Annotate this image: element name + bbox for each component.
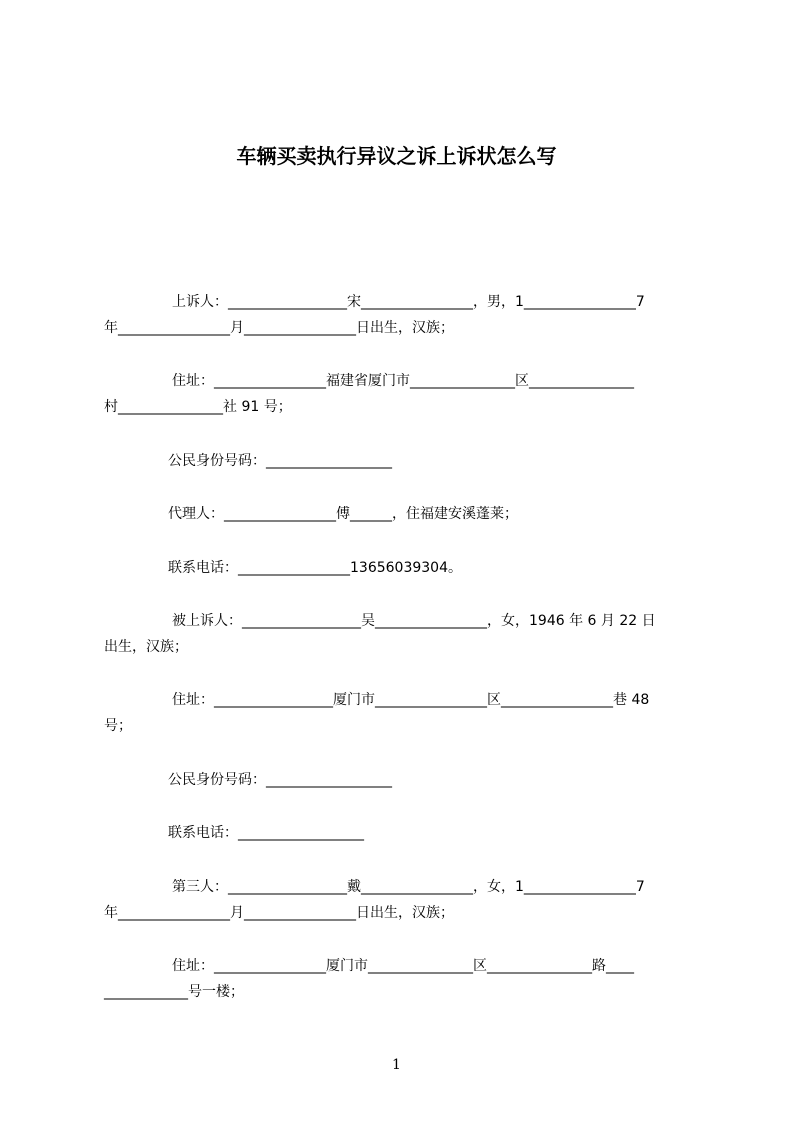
agent-line: 代理人：________________傅______，住福建安溪蓬莱；	[168, 506, 518, 522]
third-party-line-1: 第三人：_________________戴________________，女，1________________7	[172, 879, 645, 895]
appellee-phone: 联系电话：__________________	[168, 825, 364, 841]
appellant-id-number: 公民身份号码：__________________	[168, 453, 392, 469]
appellant-address-line-2: 村_______________社 91 号；	[104, 399, 292, 415]
appellee-id-number: 公民身份号码：__________________	[168, 772, 392, 788]
appellant-line-1: 上诉人：_________________宋________________，男，1________________7	[172, 294, 645, 310]
third-party-address-line-1: 住址：________________厦门市_______________区_______________路____	[172, 958, 634, 974]
document-title: 车辆买卖执行异议之诉上诉状怎么写	[236, 144, 557, 168]
third-party-line-2: 年________________月________________日出生，汉族；	[104, 905, 454, 921]
appellant-phone: 联系电话：________________13656039304。	[168, 560, 462, 576]
appellee-address-line-1: 住址：_________________厦门市________________区________________巷 48	[172, 692, 650, 708]
appellant-line-2: 年________________月________________日出生，汉族；	[104, 320, 454, 336]
appellee-line-1: 被上诉人：_________________吴________________，女，1946 年 6 月 22 日	[172, 613, 656, 629]
page-number: 1	[392, 1057, 401, 1073]
appellant-address-line-1: 住址：________________福建省厦门市_______________区_______________	[172, 373, 634, 389]
appellee-address-line-2: 号；	[104, 718, 132, 734]
appellee-line-2: 出生，汉族；	[104, 639, 188, 655]
third-party-address-line-2: ____________号一楼；	[104, 984, 244, 1000]
